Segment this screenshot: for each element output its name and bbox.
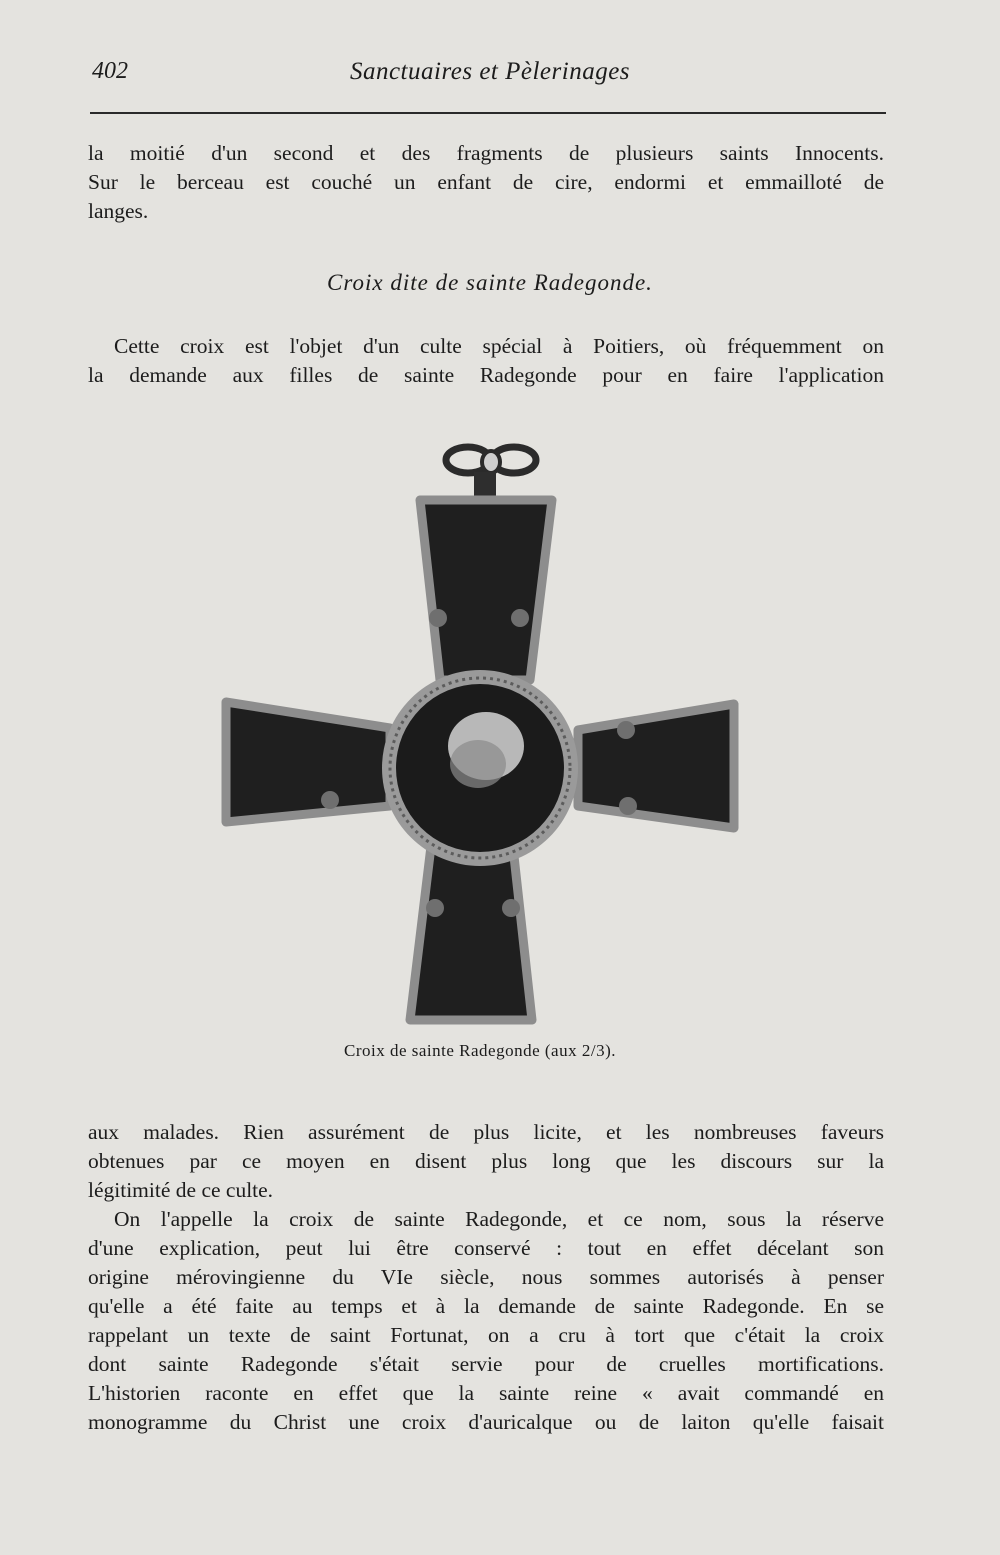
- text-line: légitimité de ce culte.: [88, 1178, 274, 1202]
- central-medallion: [382, 670, 578, 866]
- text-line: L'historien raconte en effet que la sainte reine « avait commandé en: [88, 1381, 884, 1405]
- text-block-top: [88, 139, 884, 226]
- text-line: obtenues par ce moyen en disent plus long que les discours sur la: [88, 1149, 884, 1173]
- text-line: langes.: [88, 199, 149, 223]
- running-title: Sanctuaires et Pèlerinages: [349, 58, 631, 85]
- text-line: d'une explication, peut lui être conservé : tout en effet décelant son: [88, 1236, 884, 1260]
- text-line: Cette croix est l'objet d'un culte spécial à Poitiers, où fréquemment on: [114, 334, 884, 358]
- text-line: monogramme du Christ une croix d'auricalque ou de laiton qu'elle faisait: [88, 1410, 884, 1434]
- text-line: la moitié d'un second et des fragments de plusieurs saints Innocents.: [88, 141, 884, 165]
- text-line: On l'appelle la croix de sainte Radegonde, et ce nom, sous la réserve: [114, 1207, 884, 1231]
- suspension-loop: [446, 447, 536, 504]
- text-line: origine mérovingienne du VIe siècle, nous sommes autorisés à penser: [88, 1265, 884, 1289]
- cross-arm-right: [578, 704, 734, 828]
- text-block-intro: [88, 332, 884, 390]
- text-line: aux malades. Rien assurément de plus licite, et les nombreuses faveurs: [88, 1120, 884, 1144]
- text-line: Sur le berceau est couché un enfant de cire, endormi et emmailloté de: [88, 170, 884, 194]
- text-line: qu'elle a été faite au temps et à la demande de sainte Radegonde. En se: [88, 1294, 884, 1318]
- text-block-body: [88, 1118, 884, 1437]
- page-number: 402: [92, 58, 128, 84]
- figure-caption: Croix de sainte Radegonde (aux 2/3).: [344, 1041, 616, 1060]
- section-heading: Croix dite de sainte Radegonde.: [327, 270, 653, 295]
- text-line: la demande aux filles de sainte Radegonde pour en faire l'application: [88, 363, 884, 387]
- cross-arm-left: [226, 702, 390, 822]
- header-rule: [90, 112, 886, 114]
- text-line: rappelant un texte de saint Fortunat, on a cru à tort que c'était la croix: [88, 1323, 884, 1347]
- cross-illustration: [218, 438, 742, 1032]
- text-line: dont sainte Radegonde s'était servie pour de cruelles mortifications.: [88, 1352, 884, 1376]
- cross-arm-top: [420, 500, 552, 680]
